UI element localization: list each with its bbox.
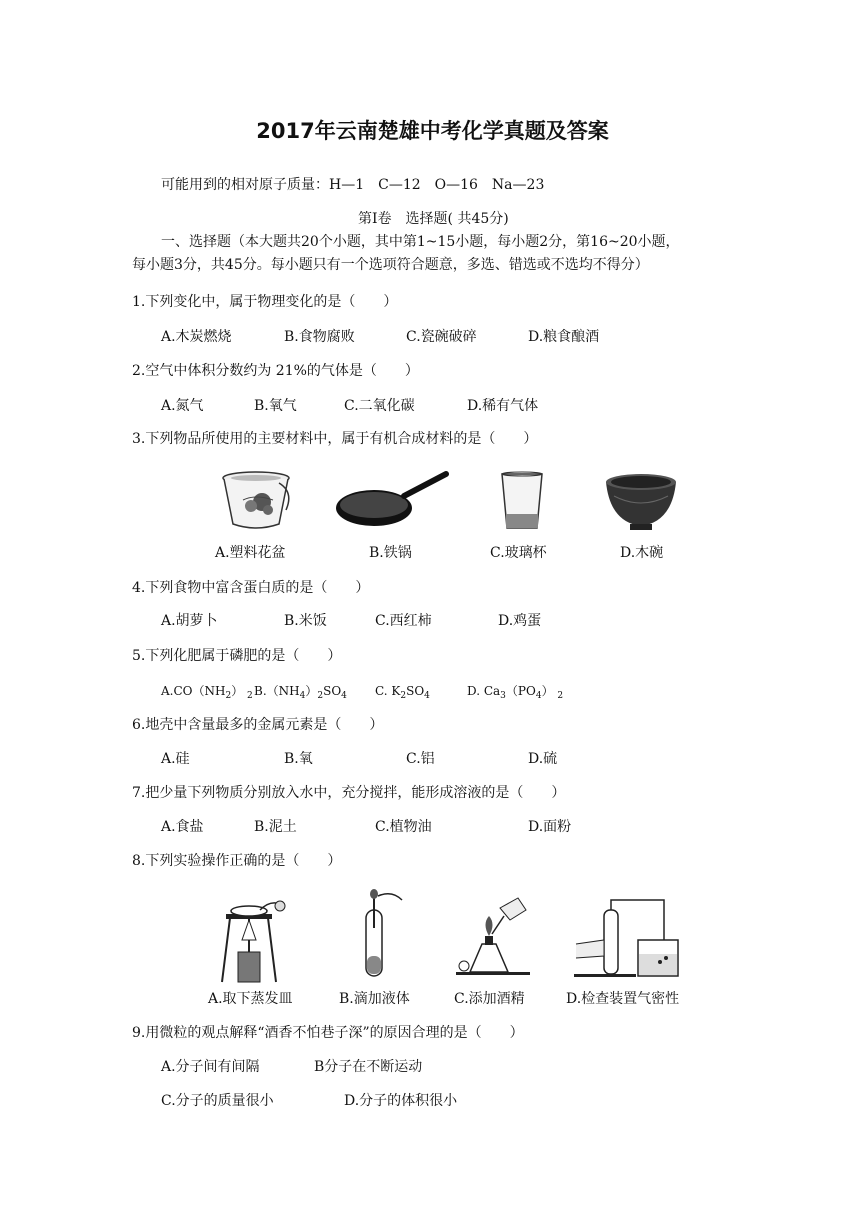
option-b: $B.(NH_4)_2SO_4$ bbox=[254, 684, 347, 701]
option-a: $A.CO(NH_2)$ $_2$ bbox=[161, 684, 253, 701]
evaporating-dish-tripod-image bbox=[220, 890, 286, 984]
option-b: B.食物腐败 bbox=[284, 329, 355, 345]
option-d: D.面粉 bbox=[528, 819, 572, 835]
dropper-test-tube-image bbox=[360, 888, 406, 984]
option-b: B.泥土 bbox=[254, 819, 297, 835]
option-a: A.胡萝卜 bbox=[161, 613, 218, 629]
option-d: D. $Ca_3(PO_4)$ $_2$ bbox=[467, 684, 564, 701]
instructions-line1: 一、选择题（本大题共20个小题，其中第1~15小题，每小题2分，第16~20小题， bbox=[161, 234, 680, 250]
atomic-masses: 可能用到的相对原子质量：H—1 C—12 O—16 Na—23 bbox=[161, 177, 545, 193]
option-c: C.植物油 bbox=[375, 819, 432, 835]
option-c: C.瓷碗破碎 bbox=[406, 329, 477, 345]
option-d: D.分子的体积很小 bbox=[344, 1093, 458, 1109]
section-heading: 第Ⅰ卷 选择题( 共45分) bbox=[358, 211, 509, 227]
option-b: B.滴加液体 bbox=[339, 991, 410, 1007]
option-c: C.西红柿 bbox=[375, 613, 432, 629]
option-d: D.鸡蛋 bbox=[498, 613, 542, 629]
question-stem: 6.地壳中含量最多的金属元素是（ ） bbox=[132, 717, 384, 733]
option-d: D.粮食酿酒 bbox=[528, 329, 600, 345]
wooden-bowl-image bbox=[602, 470, 680, 532]
option-c: C. $K_2SO_4$ bbox=[375, 684, 430, 701]
page-title: 2017年云南楚雄中考化学真题及答案 bbox=[256, 119, 609, 143]
question-stem: 4.下列食物中富含蛋白质的是（ ） bbox=[132, 580, 370, 596]
option-c: C.添加酒精 bbox=[454, 991, 525, 1007]
option-a: A.塑料花盆 bbox=[215, 545, 286, 561]
option-d: D.检查装置气密性 bbox=[566, 991, 680, 1007]
option-b: B分子在不断运动 bbox=[314, 1059, 423, 1075]
option-b: B.米饭 bbox=[284, 613, 327, 629]
option-c: C.分子的质量很小 bbox=[161, 1093, 274, 1109]
question-stem: 1.下列变化中，属于物理变化的是（ ） bbox=[132, 294, 398, 310]
iron-wok-image bbox=[334, 470, 450, 532]
question-stem: 9.用微粒的观点解释“酒香不怕巷子深”的原因合理的是（ ） bbox=[132, 1025, 524, 1041]
plastic-flowerpot-image bbox=[218, 470, 298, 532]
option-c: C.铝 bbox=[406, 751, 435, 767]
question-stem: 7.把少量下列物质分别放入水中，充分搅拌，能形成溶液的是（ ） bbox=[132, 785, 566, 801]
option-a: A.分子间有间隔 bbox=[161, 1059, 260, 1075]
option-b: B.氧 bbox=[284, 751, 313, 767]
option-a: A.木炭燃烧 bbox=[161, 329, 232, 345]
option-a: A.硅 bbox=[161, 751, 190, 767]
airtightness-check-image bbox=[574, 896, 692, 984]
glass-cup-image bbox=[498, 470, 546, 532]
option-a: A.氮气 bbox=[161, 398, 204, 414]
question-stem: 5.下列化肥属于磷肥的是（ ） bbox=[132, 648, 342, 664]
option-c: C.二氧化碳 bbox=[344, 398, 415, 414]
question-stem: 2.空气中体积分数约为 21%的气体是（ ） bbox=[132, 363, 419, 379]
option-d: D.硫 bbox=[528, 751, 558, 767]
option-c: C.玻璃杯 bbox=[490, 545, 547, 561]
question-stem: 3.下列物品所使用的主要材料中，属于有机合成材料的是（ ） bbox=[132, 431, 538, 447]
alcohol-lamp-image bbox=[452, 888, 534, 984]
option-a: A.取下蒸发皿 bbox=[208, 991, 293, 1007]
option-d: D.稀有气体 bbox=[467, 398, 539, 414]
option-b: B.氧气 bbox=[254, 398, 297, 414]
option-a: A.食盐 bbox=[161, 819, 204, 835]
instructions-line2: 每小题3分，共45分。每小题只有一个选项符合题意，多选、错选或不选均不得分） bbox=[132, 257, 649, 273]
option-b: B.铁锅 bbox=[369, 545, 412, 561]
question-stem: 8.下列实验操作正确的是（ ） bbox=[132, 853, 342, 869]
option-d: D.木碗 bbox=[620, 545, 664, 561]
